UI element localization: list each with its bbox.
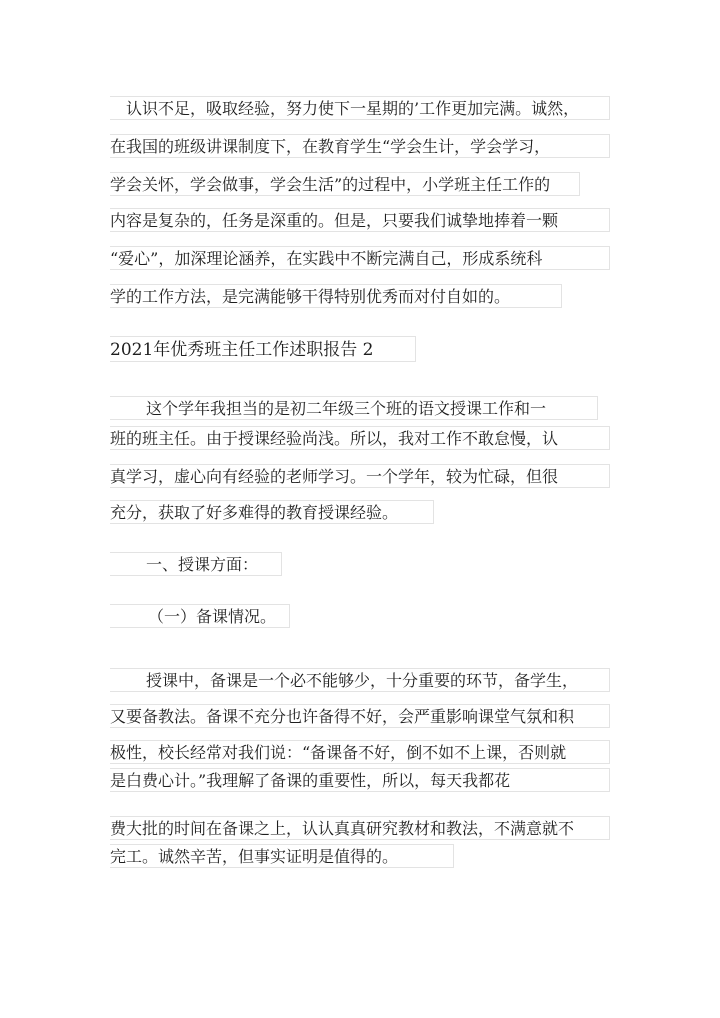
paragraph-line: 班的班主任。由于授课经验尚浅。所以，我对工作不敢怠慢，认 [110,426,610,450]
paragraph-line: 充分，获取了好多难得的教育授课经验。 [110,500,434,524]
paragraph-line: “爱心”，加深理论涵养，在实践中不断完满自己，形成系统科 [110,246,610,270]
paragraph-line: 学会关怀，学会做事，学会生活”的过程中，小学班主任工作的 [110,172,580,196]
subheading-lesson-prep: （一）备课情况。 [110,604,290,628]
paragraph-line: 内容是复杂的，任务是深重的。但是，只要我们诚挚地捧着一颗 [110,208,610,232]
paragraph-line: 授课中，备课是一个必不能够少，十分重要的环节，备学生， [110,668,610,692]
paragraph-line: 学的工作方法，是完满能够干得特别优秀而对付自如的。 [110,284,562,308]
paragraph-line: 这个学年我担当的是初二年级三个班的语文授课工作和一 [110,396,598,420]
section-title: 2021年优秀班主任工作述职报告 2 [110,336,416,362]
paragraph-line: 真学习，虚心向有经验的老师学习。一个学年，较为忙碌，但很 [110,464,610,488]
paragraph-line: 极性，校长经常对我们说：“备课备不好，倒不如不上课，否则就 [110,740,610,764]
paragraph-line: 认识不足，吸取经验，努力使下一星期的’工作更加完满。诚然， [110,96,610,120]
subheading-teaching: 一、授课方面： [110,552,282,576]
paragraph-line: 费大批的时间在备课之上，认认真真研究教材和教法，不满意就不 [110,816,610,840]
paragraph-line: 又要备教法。备课不充分也许备得不好，会严重影响课堂气氛和积 [110,704,610,728]
paragraph-line: 完工。诚然辛苦，但事实证明是值得的。 [110,844,454,868]
paragraph-line: 在我国的班级讲课制度下，在教育学生“学会生计，学会学习， [110,134,610,158]
paragraph-line: 是白费心计。”我理解了备课的重要性，所以，每天我都花 [110,768,610,792]
